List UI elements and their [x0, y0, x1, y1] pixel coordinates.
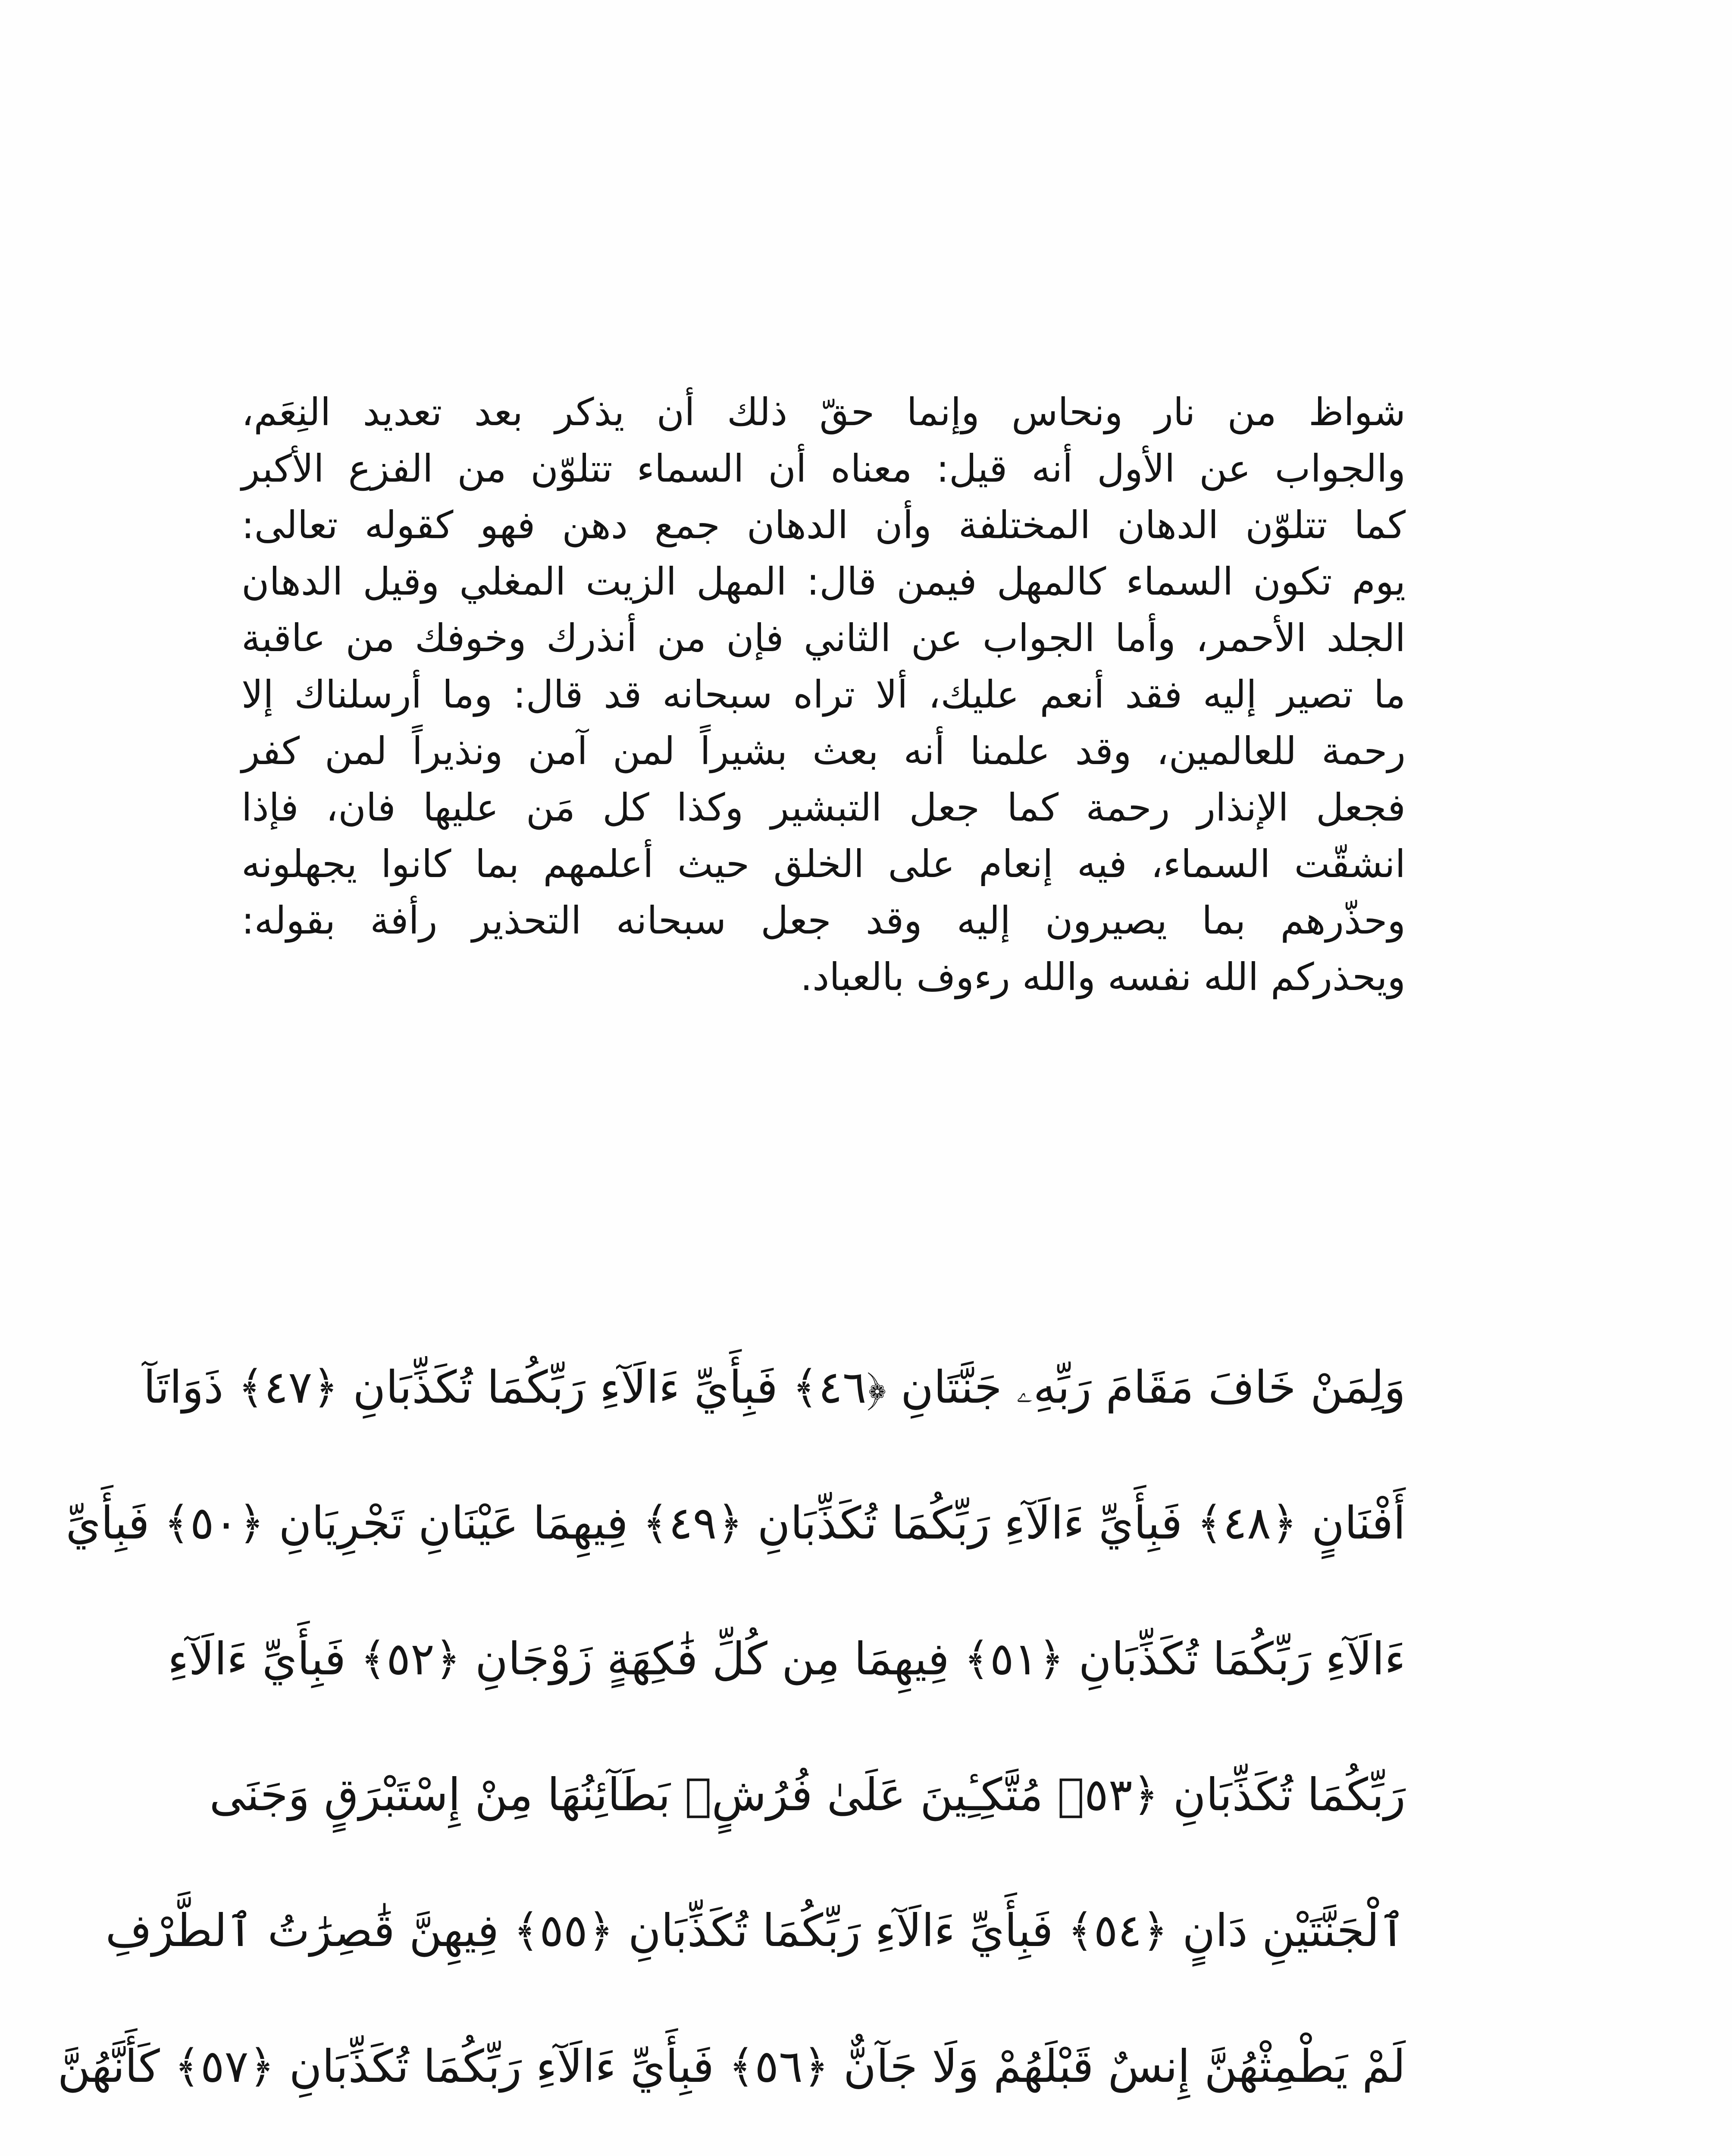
- commentary-line: كما تتلوّن الدهان المختلفة وأن الدهان جمع دهن فهو كقوله تعالى:: [241, 503, 1406, 547]
- verse-line: ٱلْجَنَّتَيْنِ دَانٍ ﴿٥٤﴾ فَبِأَيِّ ءَالَآءِ رَبِّكُمَا تُكَذِّبَانِ ﴿٥٥﴾ فِيهِنَّ قَٰصِرَٰتُ ٱلطَّرْفِ: [105, 1904, 1406, 1957]
- commentary-line: انشقّت السماء، فيه إنعام على الخلق حيث أعلمهم بما كانوا يجهلونه: [241, 842, 1406, 886]
- commentary-line: شواظ من نار ونحاس وإنما حقّ ذلك أن يذكر بعد تعديد النِعَم،: [241, 390, 1406, 434]
- verse-line: رَبِّكُمَا تُكَذِّبَانِ ﴿٥٣﴾ مُتَّكِـِٔينَ عَلَىٰ فُرُشٍۭ بَطَآئِنُهَا مِنْ إِسْتَبْرَقٍ وَجَنَى: [209, 1768, 1406, 1821]
- commentary-line: ويحذركم الله نفسه والله رءوف بالعباد.: [800, 955, 1406, 999]
- commentary-line: فجعل الإنذار رحمة كما جعل التبشير وكذا كل مَن عليها فان، فإذا: [241, 785, 1406, 830]
- commentary-paragraph: [241, 384, 1406, 1005]
- verse-line: [241, 2134, 1406, 2156]
- commentary-line: الجلد الأحمر، وأما الجواب عن الثاني فإن من أنذرك وخوفك من عاقبة: [241, 616, 1406, 660]
- quran-verses-block: [57, 1319, 1406, 2156]
- verse-line: أَفْنَانٍ ﴿٤٨﴾ فَبِأَيِّ ءَالَآءِ رَبِّكُمَا تُكَذِّبَانِ ﴿٤٩﴾ فِيهِمَا عَيْنَانِ تَجْرِيَانِ ﴿٥٠﴾ فَبِأَيِّ: [66, 1497, 1406, 1549]
- commentary-line: رحمة للعالمين، وقد علمنا أنه بعث بشيراً لمن آمن ونذيراً لمن كفر: [241, 729, 1406, 773]
- commentary-line: ما تصير إليه فقد أنعم عليك، ألا تراه سبحانه قد قال: وما أرسلناك إلا: [241, 672, 1406, 717]
- commentary-line: يوم تكون السماء كالمهل فيمن قال: المهل الزيت المغلي وقيل الدهان: [241, 559, 1406, 604]
- verse-line: لَمْ يَطْمِثْهُنَّ إِنسٌ قَبْلَهُمْ وَلَا جَآنٌّ ﴿٥٦﴾ فَبِأَيِّ ءَالَآءِ رَبِّكُمَا تُكَذِّبَانِ ﴿٥٧﴾ كَأَنَّهُنَّ: [57, 2040, 1406, 2093]
- verse-line: وَلِمَنْ خَافَ مَقَامَ رَبِّهِۦ جَنَّتَانِ ﴿٤٦﴾ فَبِأَيِّ ءَالَآءِ رَبِّكُمَا تُكَذِّبَانِ ﴿٤٧﴾ ذَوَاتَآ: [143, 1361, 1406, 1413]
- commentary-line: والجواب عن الأول أنه قيل: معناه أن السماء تتلوّن من الفزع الأكبر: [241, 446, 1406, 491]
- commentary-line: وحذّرهم بما يصيرون إليه وقد جعل سبحانه التحذير رأفة بقوله:: [241, 898, 1406, 943]
- verse-line: ءَالَآءِ رَبِّكُمَا تُكَذِّبَانِ ﴿٥١﴾ فِيهِمَا مِن كُلِّ فَٰكِهَةٍ زَوْجَانِ ﴿٥٢﴾ فَبِأَيِّ ءَالَآءِ: [167, 1633, 1406, 1685]
